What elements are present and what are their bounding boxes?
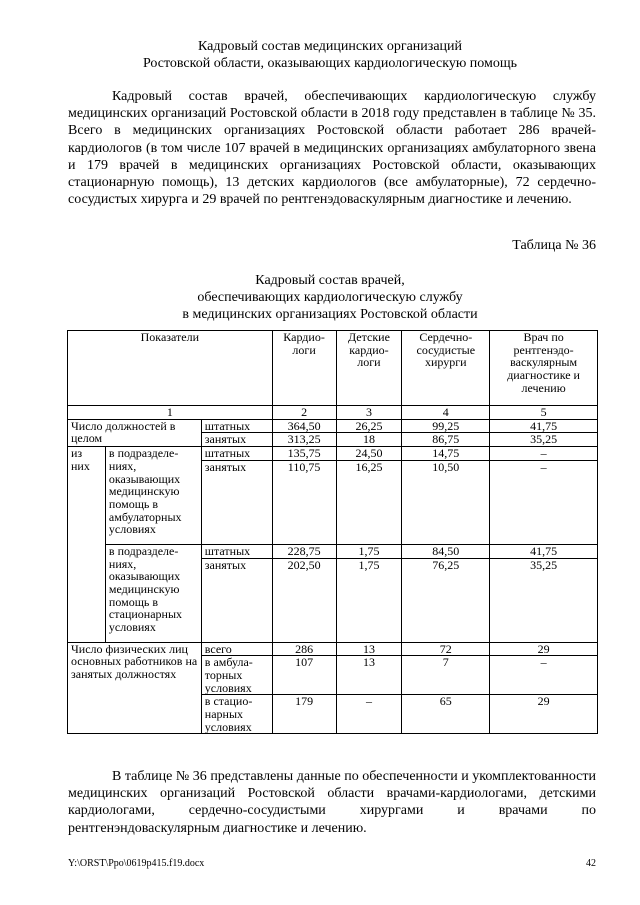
label-inpatient-units: в подразделе-ниях, оказывающих медицинскую помощь в стационарных условиях xyxy=(105,544,201,642)
label-of-them: из них xyxy=(68,447,106,642)
cell-value: 76,25 xyxy=(402,558,490,642)
colnum-2: 2 xyxy=(272,406,336,420)
title-line-1: Кадровый состав медицинских организаций xyxy=(197,39,463,54)
cell-value: 1,75 xyxy=(336,544,402,558)
label-staff: штатных xyxy=(201,447,272,461)
label-staff: штатных xyxy=(201,419,272,433)
label-persons: Число физических лиц основных работников на занятых должностях xyxy=(68,642,202,734)
label-in-ambulatory: в амбула-торных условиях xyxy=(201,656,272,695)
header-row xyxy=(68,331,598,406)
cell-value: 313,25 xyxy=(272,433,336,447)
cell-value: 179 xyxy=(272,695,336,734)
cell-value: 107 xyxy=(272,656,336,695)
table-title-line-1: Кадровый состав врачей, xyxy=(255,273,405,288)
document-title xyxy=(60,38,600,72)
header-pediatric-cardiologists: Детские кардио-логи xyxy=(336,331,402,406)
cell-value: 65 xyxy=(402,695,490,734)
cell-value: 86,75 xyxy=(402,433,490,447)
cell-value: 99,25 xyxy=(402,419,490,433)
table-row xyxy=(68,447,598,461)
cell-value: 13 xyxy=(336,642,402,656)
cell-value: 72 xyxy=(402,642,490,656)
label-positions-total: Число должностей в целом xyxy=(68,419,202,446)
table-title-line-2: обеспечивающих кардиологическую службу xyxy=(197,290,463,306)
colnum-4: 4 xyxy=(402,406,490,420)
cell-value: 202,50 xyxy=(272,558,336,642)
footer-file-path: Y:\ORST\Ppo\0619p415.f19.docx xyxy=(68,858,205,869)
cell-value: 10,50 xyxy=(402,460,490,544)
intro-paragraph: Кадровый состав врачей, обеспечивающих кардиологическую службу медицинских организаций Ростовской области в 2018 году представлен в таблице № 35. Всего в медицинских организациях Ростовской области работает 286 врачей-кардиологов (в том числе 107 врачей в медицинских организациях амбулаторного звена и 179 врачей в медицинских организациях Ростовской области, оказывающих стационарную помощь), 13 детских кардиологов (все амбулаторные), 72 сердечно-сосудистых хирурга и 29 врачей по рентгенэдоваскулярным диагностике и лечению. xyxy=(68,89,596,208)
cell-value: – xyxy=(490,447,598,461)
table-title xyxy=(60,272,600,324)
cell-value: – xyxy=(490,460,598,544)
table-row xyxy=(68,544,598,558)
cell-value: 1,75 xyxy=(336,558,402,642)
table-title-line-3: в медицинских организациях Ростовской области xyxy=(182,307,478,323)
summary-paragraph: В таблице № 36 представлены данные по обеспеченности и укомплектованности медицинских организаций Ростовской области врачами-кардиологами, детскими кардиологами, сердечно-сосудистыми хирургами и врачами по рентгенэндоваскулярным диагностике и лечению. xyxy=(68,769,596,836)
cell-value: 228,75 xyxy=(272,544,336,558)
header-indicators: Показатели xyxy=(68,331,273,406)
label-occupied: занятых xyxy=(201,558,272,642)
cell-value: 286 xyxy=(272,642,336,656)
cell-value: 41,75 xyxy=(490,419,598,433)
cell-value: 135,75 xyxy=(272,447,336,461)
cell-value: 7 xyxy=(402,656,490,695)
cell-value: 41,75 xyxy=(490,544,598,558)
colnum-5: 5 xyxy=(490,406,598,420)
cell-value: 14,75 xyxy=(402,447,490,461)
colnum-3: 3 xyxy=(336,406,402,420)
label-in-inpatient: в стацио-нарных условиях xyxy=(201,695,272,734)
label-staff: штатных xyxy=(201,544,272,558)
header-endovascular-doctors: Врач по рентгенэдо-васкулярным диагностике и лечению xyxy=(490,331,598,406)
cell-value: 29 xyxy=(490,642,598,656)
staffing-table xyxy=(67,330,598,734)
cell-value: 110,75 xyxy=(272,460,336,544)
cell-value: 18 xyxy=(336,433,402,447)
cell-value: 84,50 xyxy=(402,544,490,558)
page-number: 42 xyxy=(586,858,596,869)
label-total: всего xyxy=(201,642,272,656)
cell-value: 364,50 xyxy=(272,419,336,433)
colnum-1: 1 xyxy=(68,406,273,420)
table-row xyxy=(68,642,598,656)
column-number-row xyxy=(68,406,598,420)
label-occupied: занятых xyxy=(201,433,272,447)
header-cardiovascular-surgeons: Сердечно-сосудистые хирурги xyxy=(402,331,490,406)
table-number: Таблица № 36 xyxy=(512,238,596,253)
label-ambulatory-units: в подразделе-ниях, оказывающих медицинскую помощь в амбулаторных условиях xyxy=(105,447,201,545)
cell-value: 35,25 xyxy=(490,558,598,642)
cell-value: 24,50 xyxy=(336,447,402,461)
header-cardiologists: Кардио-логи xyxy=(272,331,336,406)
cell-value: 26,25 xyxy=(336,419,402,433)
table-row xyxy=(68,419,598,433)
label-occupied: занятых xyxy=(201,460,272,544)
cell-value: 13 xyxy=(336,656,402,695)
cell-value: 16,25 xyxy=(336,460,402,544)
title-line-2: Ростовской области, оказывающих кардиологическую помощь xyxy=(142,56,518,71)
cell-value: 35,25 xyxy=(490,433,598,447)
cell-value: – xyxy=(336,695,402,734)
cell-value: – xyxy=(490,656,598,695)
cell-value: 29 xyxy=(490,695,598,734)
